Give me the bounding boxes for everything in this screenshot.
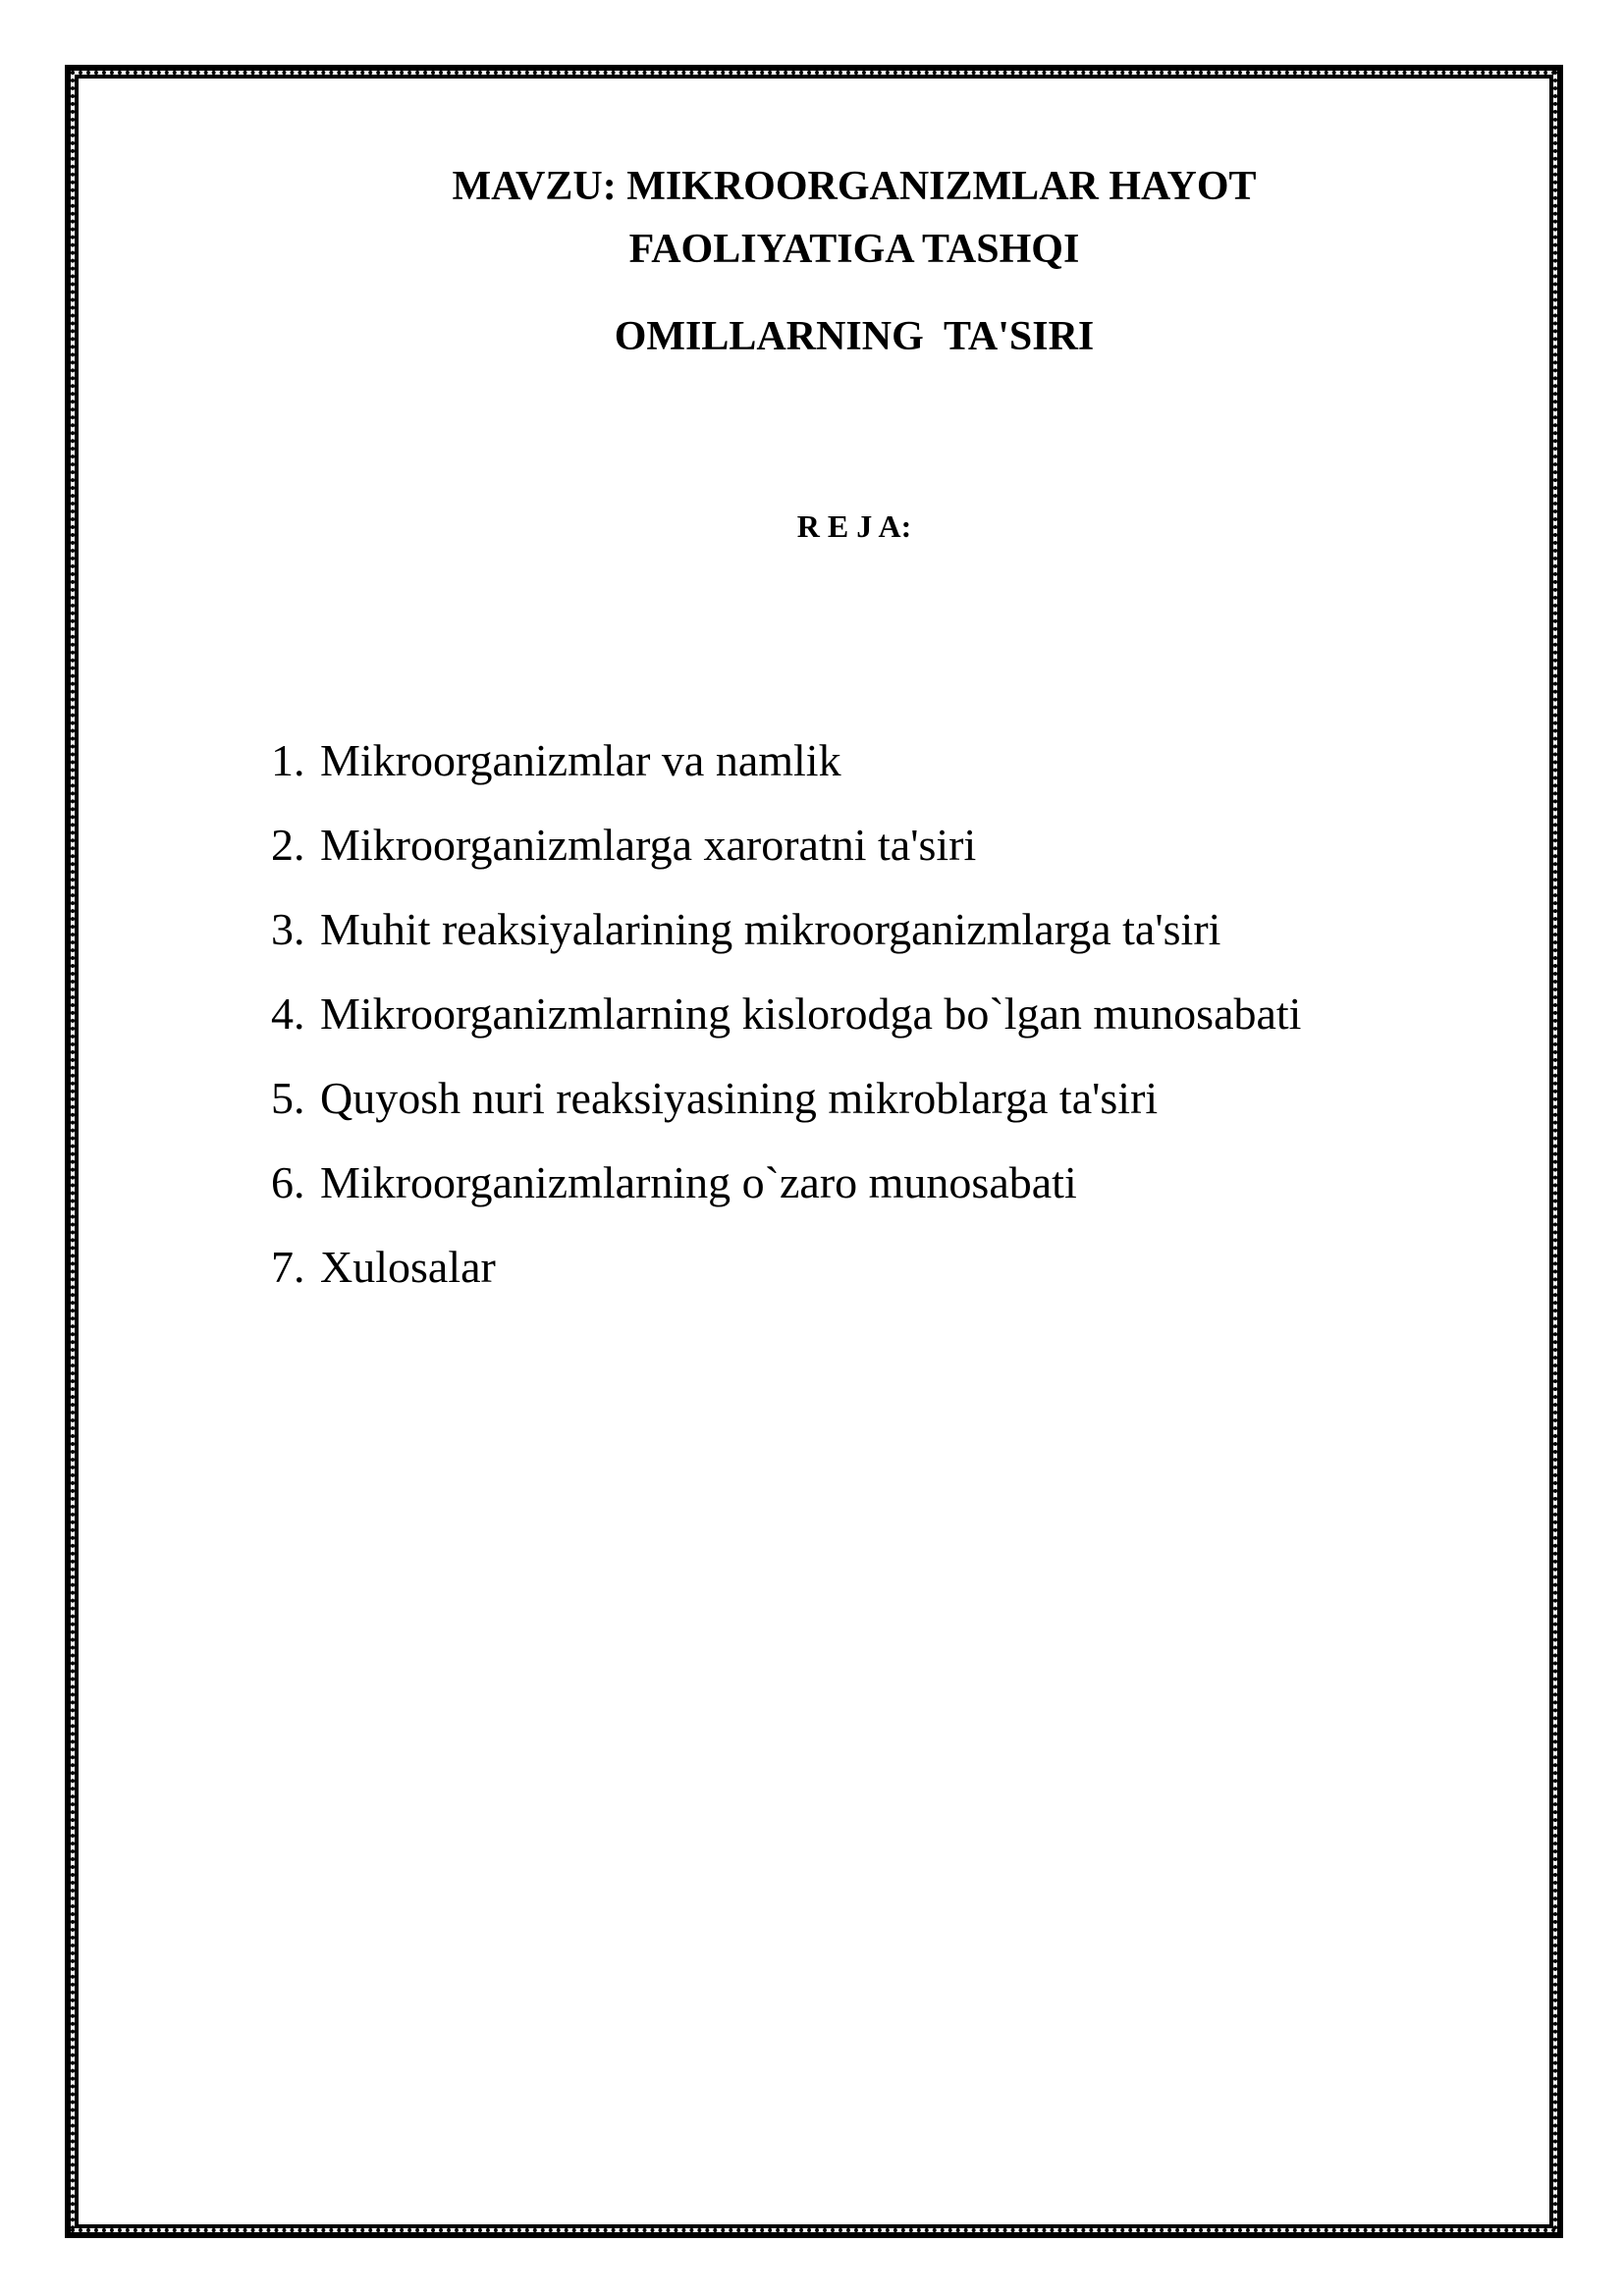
plan-item-number: 6. bbox=[271, 1157, 305, 1207]
plan-item-number: 4. bbox=[271, 988, 305, 1039]
plan-item-text: Muhit reaksiyalarining mikroorganizmlarga ta'siri bbox=[320, 904, 1221, 954]
plan-item-7 bbox=[271, 1225, 1301, 1309]
plan-item-number: 7. bbox=[271, 1242, 305, 1292]
plan-list bbox=[271, 719, 1301, 1309]
plan-item-text: Mikroorganizmlarning o`zaro munosabati bbox=[320, 1157, 1077, 1207]
title-line-1: MAVZU: MIKROORGANIZMLAR HAYOT bbox=[452, 164, 1257, 209]
plan-item-number: 3. bbox=[271, 904, 305, 954]
plan-item-text: Mikroorganizmlar va namlik bbox=[320, 735, 841, 785]
plan-item-text: Quyosh nuri reaksiyasining mikroblarga ta'siri bbox=[320, 1073, 1159, 1123]
plan-item-text: Mikroorganizmlarga xaroratni ta'siri bbox=[320, 820, 977, 870]
plan-item-number: 2. bbox=[271, 820, 305, 870]
plan-item-2 bbox=[271, 803, 1301, 887]
plan-item-text: Mikroorganizmlarning kislorodga bo`lgan munosabati bbox=[320, 988, 1302, 1039]
plan-item-text: Xulosalar bbox=[320, 1242, 496, 1292]
plan-item-3 bbox=[271, 887, 1301, 972]
plan-item-4 bbox=[271, 972, 1301, 1056]
plan-item-1 bbox=[271, 719, 1301, 803]
plan-item-number: 1. bbox=[271, 735, 305, 785]
title-line-3: OMILLARNING TA'SIRI bbox=[614, 314, 1095, 359]
plan-heading: R E J A: bbox=[796, 508, 912, 544]
plan-item-6 bbox=[271, 1141, 1301, 1225]
plan-item-number: 5. bbox=[271, 1073, 305, 1123]
plan-item-5 bbox=[271, 1056, 1301, 1141]
document-title bbox=[226, 155, 1483, 368]
title-line-2: FAOLIYATIGA TASHQI bbox=[628, 227, 1080, 272]
